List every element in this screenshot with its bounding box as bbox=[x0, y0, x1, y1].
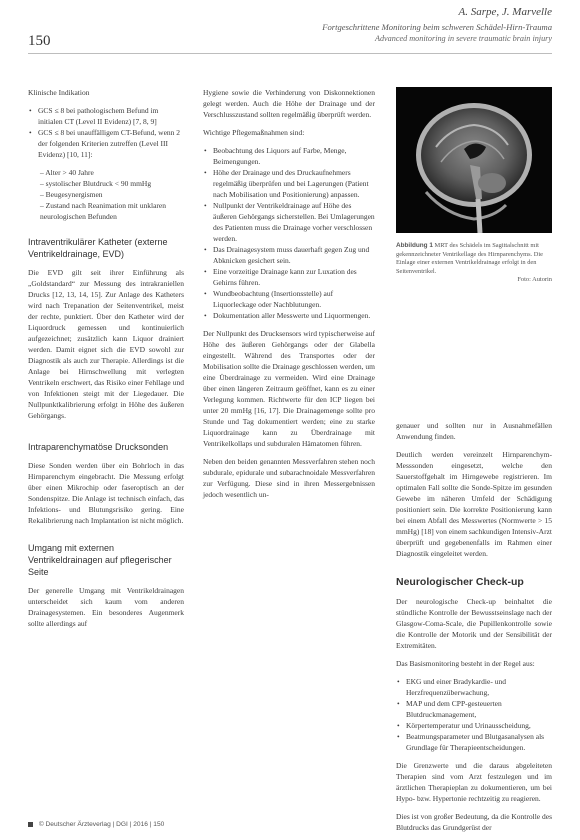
paragraph: Der neurologische Check-up beinhaltet die stündliche Kontrolle der Bewusstseinslage nach der Glasgow-Coma-Scale, die Pupillenkontrolle sowie die Kontrolle der Motorik und der Sensibilität der Extremitäten. bbox=[396, 597, 552, 650]
list-item: • Beatmungsparameter und Blutgasanalysen als Grundlage für Therapieentscheidungen. bbox=[406, 731, 552, 753]
column-right bbox=[396, 420, 552, 840]
section-heading-nursing: Umgang mit externen Ventrikeldrainagen auf pflegerischer Seite bbox=[28, 543, 172, 577]
criteria-list bbox=[28, 167, 184, 222]
running-head-title: Fortgeschrittene Monitoring beim schweren Schädel-Hirn-Trauma bbox=[322, 22, 552, 32]
running-head-authors: A. Sarpe, J. Marvelle bbox=[458, 6, 552, 18]
list-item: • Nullpunkt der Ventrikeldrainage auf Höhe des äußeren Gehörgangs sicherstellen. Bei Umlagerungen des Patienten muss die Drainage vorher verschlossen werden. bbox=[213, 200, 375, 244]
list-item: – systolischer Blutdruck < 90 mmHg bbox=[40, 179, 152, 188]
list-item: • Wundbeobachtung (Insertionsstelle) auf Liquorleckage oder Nachblutungen. bbox=[213, 288, 375, 310]
indication-list bbox=[28, 105, 184, 160]
figure-credit: Foto: Autorin bbox=[517, 276, 552, 283]
header-rule bbox=[28, 53, 552, 54]
figure-caption-text: MRT des Schädels im Sagittalschnitt mit gekennzeichneter Ventrikellage des Hirnparenchyms. Die Einlage einer externen Ventrikeldrainage erfolgt in den Seitenventrikel. bbox=[396, 242, 543, 275]
paragraph: Der generelle Umgang mit Ventrikeldrainagen unterscheidet sich kaum vom anderen Drainagesystemen. Ein besonderes Augenmerk sollte allerdings auf bbox=[28, 586, 184, 628]
list-item: • GCS ≤ 8 bei pathologischem Befund im initialen CT (Level II Evidenz) [7, 8, 9] bbox=[38, 105, 184, 127]
list-item: • MAP und dem CPP-gesteuerten Blutdruckmanagement, bbox=[406, 698, 552, 720]
page-footer bbox=[28, 821, 164, 828]
footer-square-icon bbox=[28, 822, 33, 827]
intro-text: Klinische Indikation bbox=[28, 88, 90, 97]
paragraph: Diese Sonden werden über ein Bohrloch in das Hirnparenchym eingebracht. Die Messung erfolgt über einen Mikrochip oder faseroptisch an der Sondenspitze. Die Anlage ist technisch einfach, das Infektions- und Blutungsrisiko gering. Eine Rekalibrierung nach Implantation ist nicht möglich. bbox=[28, 461, 184, 525]
paragraph: Neben den beiden genannten Messverfahren stehen noch subdurale, epidurale und subarachnoidale Messverfahren zur Verfügung. Diese sind in ihren Messergebnissen jedoch wesentlich un- bbox=[203, 457, 375, 499]
mri-figure bbox=[396, 87, 552, 233]
footer-text: © Deutscher Ärzteverlag | DGI | 2016 | 150 bbox=[38, 821, 165, 828]
running-head-subtitle: Advanced monitoring in severe traumatic brain injury bbox=[374, 34, 552, 43]
section-heading-evd: Intraventrikulärer Katheter (externe Ventrikeldrainage, EVD) bbox=[28, 237, 168, 259]
paragraph: Hygiene sowie die Verhinderung von Diskonnektionen gelegt werden. Auch die Höhe der Drainage und der Verschlusszustand sollten regelmäßig überprüft werden. bbox=[203, 88, 375, 119]
list-item: • Beobachtung des Liquors auf Farbe, Menge, Beimengungen. bbox=[213, 145, 375, 167]
paragraph: Die Grenzwerte und die daraus abgeleiteten Therapien sind vom Arzt festzulegen und im ärztlichen Therapieplan zu dokumentieren, um bei Hypo- bzw. Hypertonie rechtzeitig zu reagieren. bbox=[396, 761, 552, 803]
list-item: – Beugesynergismen bbox=[40, 190, 103, 199]
paragraph: Die EVD gilt seit ihrer Einführung als „Goldstandard“ zur Messung des intrakraniellen Drucks [12, 13, 14, 15]. Zur Anlage des Katheters wird nach Trepanation der Seitenventrikel, meist der rechte, punktiert. Über den Katheter wird der Liquordruck gemessen und kontinuierlich aufgezeichnet; zusätzlich kann Liquor drainiert werden. Damit eignet sich die EVD sowohl zur Diagnostik als auch zur Therapie. Allerdings ist die Anlage bei Hirnschwellung mit verlegten Ventrikeln erschwert, das Risiko einer Fehllage und von Infektionen steigt mit der Liegedauer. Die Nullpunktkalibrierung erfolgt in Höhe des äußeren Gehörgangs. bbox=[28, 268, 184, 420]
monitoring-list bbox=[396, 676, 552, 753]
paragraph: Das Basismonitoring besteht in der Regel aus: bbox=[396, 659, 535, 668]
nursing-measures-list bbox=[203, 145, 375, 321]
paragraph: Wichtige Pflegemaßnahmen sind: bbox=[203, 128, 305, 137]
list-item: • Dokumentation aller Messwerte und Liquormengen. bbox=[213, 310, 375, 321]
list-item: • Höhe der Drainage und des Druckaufnehmers regelmäßig überprüfen und bei Lagerungen (Patient nach Mobilisation und Positionierung) anpassen. bbox=[213, 167, 375, 200]
paragraph: genauer und sollten nur in Ausnahmefällen Anwendung finden. bbox=[396, 421, 552, 441]
figure-caption bbox=[396, 242, 552, 285]
paragraph: Der Nullpunkt des Drucksensors wird typischerweise auf Höhe des äußeren Gehörgangs oder der Glabella eingestellt. Während des Transportes oder der Mobilisation sollte die Drainage geschlossen werden, um eine Überdrainage zu vermeiden. Wird eine Drainage über einen längeren Zeitraum geöffnet, kann es zu einer Verlegung kommen. Richtwerte für den ICP liegen bei unter 20 mmHg [16, 17]. Die Drainagemenge sollte pro Stunde und Tag dokumentiert werden; eine zu starke Liquordrainage kann zu Überdrainage mit Ventrikelkollaps und subduralen Hämatomen führen. bbox=[203, 329, 375, 448]
list-item: • Körpertemperatur und Urinausscheidung, bbox=[406, 720, 552, 731]
page-number: 150 bbox=[28, 33, 51, 49]
figure-label: Abbildung 1 bbox=[396, 242, 433, 249]
column-middle bbox=[203, 87, 375, 507]
list-item: • Eine vorzeitige Drainage kann zur Luxation des Gehirns führen. bbox=[213, 266, 375, 288]
section-heading-parenchymal: Intraparenchymatöse Drucksonden bbox=[28, 442, 169, 452]
list-item: • GCS ≤ 8 bei unauffälligem CT-Befund, wenn 2 der folgenden Kriterien zutreffen (Level III Evidenz) [10, 11]: bbox=[38, 127, 184, 160]
mri-image bbox=[396, 87, 552, 233]
section-heading-neuro: Neurologischer Check-up bbox=[396, 576, 524, 588]
column-left bbox=[28, 87, 184, 636]
paragraph: Dies ist von großer Bedeutung, da die Kontrolle des Blutdrucks das Grundgerüst der bbox=[396, 812, 553, 832]
list-item: – Alter > 40 Jahre bbox=[40, 168, 94, 177]
list-item: • EKG und einer Bradykardie- und Herzfrequenzüberwachung, bbox=[406, 676, 552, 698]
list-item: – Zustand nach Reanimation mit unklaren neurologischen Befunden bbox=[40, 201, 167, 221]
list-item: • Das Drainagesystem muss dauerhaft gegen Zug und Abknicken gesichert sein. bbox=[213, 244, 375, 266]
paragraph: Deutlich werden vereinzelt Hirnparenchym-Messsonden eingesetzt, welche den Sauerstoffgehalt im Hirngewebe registrieren. Im optimalen Fall sollte die Sonde-Spitze im gesunden Gewebe im näheren Umfeld der Schädigung positioniert sein. Die korrekte Positionierung kann bei einem Abfall des Messwertes (Normwerte > 15 mmHg) [18] von einem sachkundigen Intensiv-Arzt überprüft und gegebenenfalls im Rahmen einer Diagnostik eingeleitet werden. bbox=[396, 450, 553, 558]
